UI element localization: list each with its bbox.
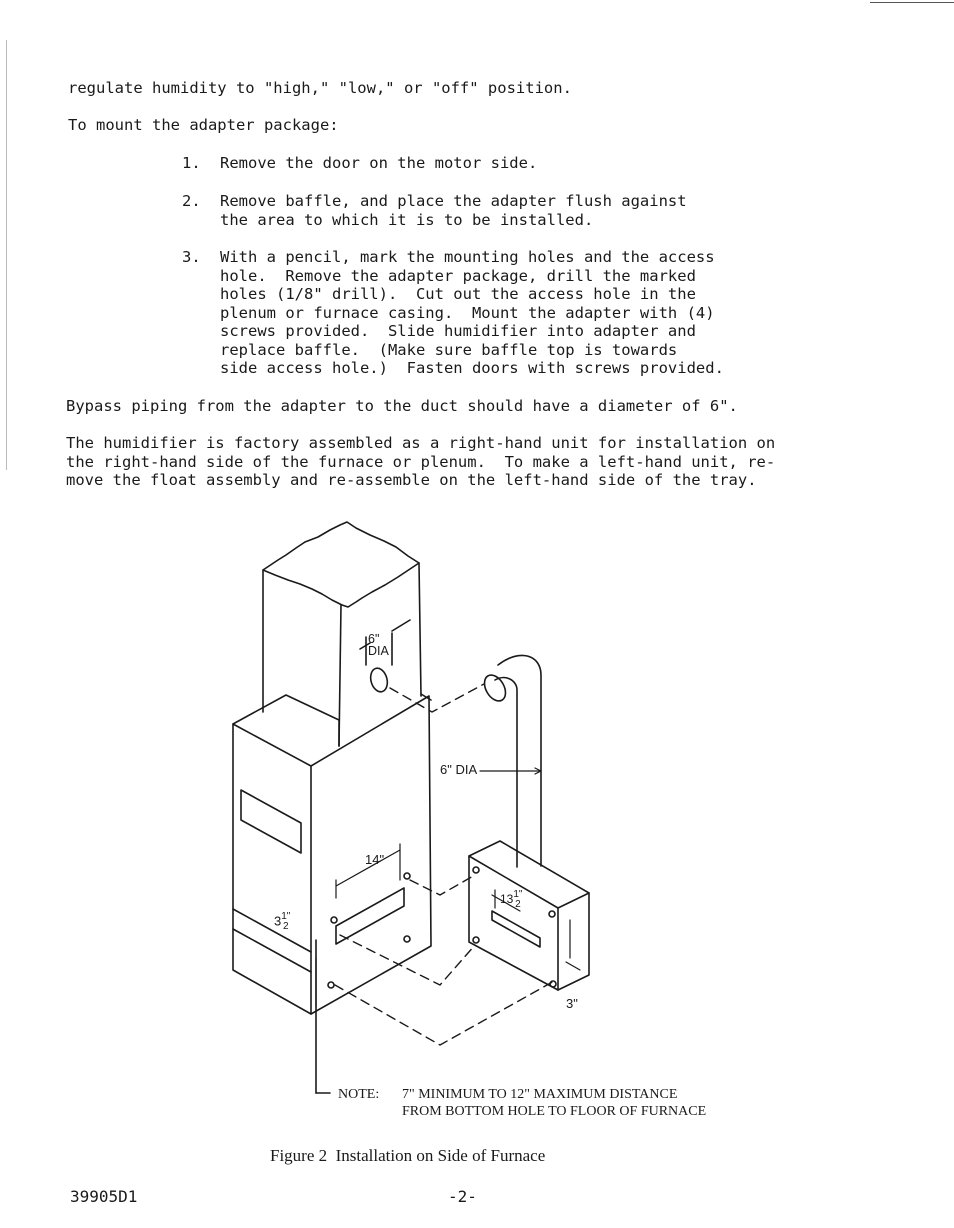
step-line: Remove baffle, and place the adapter flush against <box>220 192 687 210</box>
humidifier <box>469 841 589 990</box>
dimension-3-label: 3" <box>566 996 578 1011</box>
dim-whole: 13 <box>500 892 514 907</box>
dimension-3-half-label <box>274 912 290 932</box>
note-line: 7" MINIMUM TO 12" MAXIMUM DISTANCE <box>402 1087 678 1102</box>
step-number: 1. <box>182 154 201 172</box>
step-line: With a pencil, mark the mounting holes and the access <box>220 248 715 266</box>
step-line: Remove the door on the motor side. <box>220 154 538 172</box>
bypass-pipe <box>480 655 541 867</box>
dim-whole: 3 <box>274 913 282 929</box>
bypass-line: Bypass piping from the adapter to the duct should have a diameter of 6". <box>66 397 738 415</box>
step-line: screws provided. Slide humidifier into adapter and <box>220 322 696 340</box>
dim-numerator: 1" <box>281 911 291 922</box>
step-number: 3. <box>182 248 201 266</box>
plenum-hole <box>368 666 390 693</box>
figure-caption: Figure 2 Installation on Side of Furnace <box>270 1146 546 1165</box>
furnace <box>233 694 431 1093</box>
step-line: the area to which it is to be installed. <box>220 210 594 229</box>
step-line: plenum or furnace casing. Mount the adapter with (4) <box>220 303 715 322</box>
factory-line: The humidifier is factory assembled as a right-hand unit for installation on <box>66 434 776 452</box>
step-line: hole. Remove the adapter package, drill the marked <box>220 266 696 285</box>
dim-denominator: 2 <box>515 899 521 910</box>
plenum-hole-dia: DIA <box>368 644 389 658</box>
mount-heading: To mount the adapter package: <box>68 116 339 134</box>
step-line: replace baffle. (Make sure baffle top is towards <box>220 340 678 359</box>
intro-line: regulate humidity to "high," "low," or "off" position. <box>68 79 572 97</box>
side-access-hole <box>336 888 404 944</box>
dimension-14-label: 14" <box>365 852 385 867</box>
page-number: -2- <box>448 1187 477 1206</box>
pipe-diameter-label: 6" DIA <box>440 762 478 777</box>
step-line: side access hole.) Fasten doors with screws provided. <box>220 359 724 377</box>
dim-denominator: 2 <box>283 921 289 932</box>
plenum-hole-size: 6" <box>368 632 380 646</box>
note-label: NOTE: <box>338 1087 380 1102</box>
plenum <box>263 522 421 746</box>
dim-numerator: 1" <box>513 889 523 900</box>
plenum-hole-label <box>368 633 389 657</box>
factory-line: the right-hand side of the furnace or plenum. To make a left-hand unit, re- <box>66 452 776 471</box>
furnace-grille <box>241 790 301 853</box>
factory-line: move the float assembly and re-assemble on the left-hand side of the tray. <box>66 471 757 489</box>
dimension-13-half-label <box>500 890 522 910</box>
note-line: FROM BOTTOM HOLE TO FLOOR OF FURNACE <box>402 1104 707 1119</box>
document-number: 39905D1 <box>70 1187 138 1206</box>
step-line: holes (1/8" drill). Cut out the access hole in the <box>220 285 696 303</box>
step-number: 2. <box>182 192 201 210</box>
